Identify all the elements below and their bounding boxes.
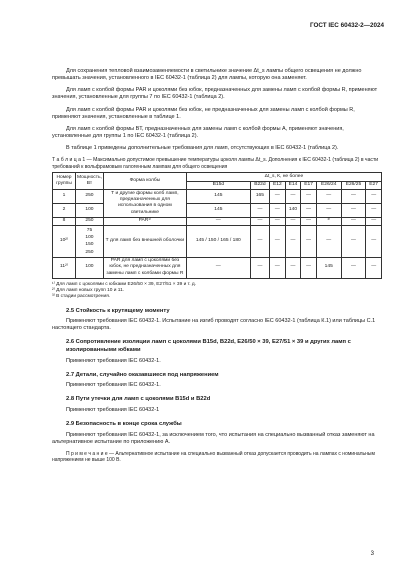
header-cap: E26/24 bbox=[316, 181, 341, 189]
cell-bulb: PAR¹⁾ bbox=[103, 217, 186, 225]
cell-value: — bbox=[285, 190, 301, 204]
cell-value: — bbox=[301, 203, 317, 217]
header-cap: B15d bbox=[186, 181, 250, 189]
cell-value: — bbox=[341, 257, 366, 278]
page-content bbox=[52, 68, 382, 464]
section-body: Применяют требования IEC 60432-1. bbox=[66, 382, 161, 389]
cell-value: — bbox=[366, 226, 382, 257]
cell-value: — bbox=[366, 203, 382, 217]
cell-value: — bbox=[250, 203, 269, 217]
cell-power: 100 bbox=[76, 203, 104, 217]
cell-value: — bbox=[250, 257, 269, 278]
cell-group: 11²⁾ bbox=[53, 257, 76, 278]
cell-value: — bbox=[285, 257, 301, 278]
header-cap: E26/25 bbox=[341, 181, 366, 189]
cell-value: — bbox=[270, 190, 286, 204]
cell-value: 145 bbox=[186, 203, 250, 217]
power-value: 250 bbox=[85, 249, 94, 255]
power-value: 150 bbox=[85, 242, 94, 248]
cell-value: — bbox=[316, 190, 341, 204]
cell-bulb: Т и другие формы колб ламп, предназначенных для использования в одном светильнике bbox=[103, 190, 186, 218]
table-row bbox=[53, 257, 382, 278]
cell-value: — bbox=[301, 190, 317, 204]
header-power: Мощность, Вт bbox=[76, 173, 104, 190]
cell-group: 8 bbox=[53, 217, 76, 225]
cell-bulb: Т для ламп без внешней оболочки bbox=[103, 226, 186, 257]
cell-value: — bbox=[270, 217, 286, 225]
cell-bulb: PAR для ламп с цоколями без юбок, не предназначенных для замены ламп с колбами формы R bbox=[103, 257, 186, 278]
header-bulb: Форма колбы bbox=[103, 173, 186, 190]
header-cap: E12 bbox=[270, 181, 286, 189]
header-cap: E17 bbox=[301, 181, 317, 189]
cell-value: — bbox=[270, 203, 286, 217]
cell-value: — bbox=[316, 226, 341, 257]
cell-value: — bbox=[285, 226, 301, 257]
section-body: Применяют требования IEC 60432-1 bbox=[66, 406, 160, 413]
section-body: Применяют требования IEC 60432-1. Испытание на изгиб проводят согласно IEC 60432-1 (таблица К.1) или таблицы С.1 настоящего стандарта. bbox=[52, 318, 376, 332]
table-row bbox=[53, 190, 382, 204]
cell-value: — bbox=[341, 203, 366, 217]
cell-value: — bbox=[270, 226, 286, 257]
cell-value: — bbox=[186, 257, 250, 278]
paragraph: Для ламп с колбой формы PAR и цоколями без юбок, не предназначенных для замены ламп с колбой формы R, применяют значения, установленные в таблице 1. bbox=[52, 106, 355, 120]
cell-value: — bbox=[366, 190, 382, 204]
table-header-row bbox=[53, 173, 382, 181]
table-row bbox=[53, 226, 382, 257]
cell-value: — bbox=[366, 257, 382, 278]
cell-value: — bbox=[301, 226, 317, 257]
power-value: 75 bbox=[86, 227, 93, 233]
cell-power bbox=[76, 226, 104, 257]
table-row bbox=[53, 203, 382, 217]
cell-value: — bbox=[301, 257, 317, 278]
cell-value: ³⁾ bbox=[316, 217, 341, 225]
table-row bbox=[53, 217, 382, 225]
cell-group: 10²⁾ bbox=[53, 226, 76, 257]
page-number: 3 bbox=[370, 551, 374, 557]
header-cap: E27 bbox=[366, 181, 382, 189]
cell-value: — bbox=[250, 226, 269, 257]
cell-group: 1 bbox=[53, 190, 76, 204]
cell-value: 145 bbox=[316, 257, 341, 278]
section-body: Применяют требования IEC 60432-1. bbox=[66, 357, 161, 364]
cell-value: — bbox=[316, 203, 341, 217]
cell-value: — bbox=[341, 226, 366, 257]
header-cap: B22d bbox=[250, 181, 269, 189]
cell-value: 145 bbox=[186, 190, 250, 204]
note-paragraph: П р и м е ч а н и е — Альтернативное испытание на специально вызванный отказ допускается проводить на лампах с номинальным напряжением не выше 100 В. bbox=[52, 450, 375, 464]
cell-value: — bbox=[186, 217, 250, 225]
header-group: Номер группы bbox=[53, 173, 76, 190]
section-heading: 2.8 Пути утечки для ламп с цоколями B15d и B22d bbox=[66, 396, 211, 403]
section-heading: 2.6 Сопротивление изоляции ламп с цоколями B15d, B22d, E26/50 × 39, E27/51 × 39 и других ламп с изолированными юбками bbox=[66, 339, 351, 353]
footnote: ²⁾ Для ламп новых групп 10 и 11. bbox=[52, 287, 125, 293]
cell-value: 140 bbox=[285, 203, 301, 217]
header-dt: Δt_s, К, не более bbox=[186, 173, 381, 181]
section-heading: 2.7 Детали, случайно оказавшиеся под напряжением bbox=[66, 371, 219, 378]
section-heading: 2.5 Стойкость к крутящему моменту bbox=[66, 307, 170, 314]
cell-value: — bbox=[285, 217, 301, 225]
cell-power: 250 bbox=[76, 217, 104, 225]
section-heading: 2.9 Безопасность в конце срока службы bbox=[66, 420, 182, 427]
cell-value: 145 / 150 / 165 / 180 bbox=[186, 226, 250, 257]
footnote: ¹⁾ Для ламп с цоколями с юбками E26/50 × 39, E27/51 × 39 и т. д. bbox=[52, 281, 197, 287]
cell-power: 250 bbox=[76, 190, 104, 204]
power-value: 100 bbox=[85, 234, 94, 240]
standard-header: ГОСТ IEC 60432-2—2024 bbox=[309, 22, 384, 29]
cell-value: — bbox=[341, 217, 366, 225]
temperature-table bbox=[52, 172, 382, 278]
header-cap: E14 bbox=[285, 181, 301, 189]
cell-group: 2 bbox=[53, 203, 76, 217]
section-body: Применяют требования IEC 60432-1, за исключением того, что испытания на специально вызванный отказ заменяют на альтернативное испытание по приложению А. bbox=[52, 431, 375, 445]
cell-value: — bbox=[341, 190, 366, 204]
cell-value: 165 bbox=[250, 190, 269, 204]
table-caption: Т а б л и ц а 1 — Максимально допустимое превышение температуры цоколя лампы Δt_s. Дополнения к IEC 60432-1 (таблица 2) в части требований к вольфрамовым галогенным лампам для общего освещения bbox=[52, 157, 379, 170]
table-footnotes bbox=[52, 282, 382, 300]
cell-value: — bbox=[301, 217, 317, 225]
paragraph: В таблице 1 приведены дополнительные требования для ламп, отсутствующих в IEC 60432-1 (таблица 2). bbox=[66, 145, 339, 152]
paragraph: Для сохранения тепловой взаимозаменяемости в светильнике значение Δt_s лампы общего освещения не должно превышать значения, установленного в IEC 60432-1 (таблица 2) для лампы, которую она заменяет. bbox=[52, 68, 362, 82]
cell-value: — bbox=[250, 217, 269, 225]
cell-power: 100 bbox=[76, 257, 104, 278]
cell-value: — bbox=[366, 217, 382, 225]
paragraph: Для ламп с колбой формы PAR и цоколями без юбок, предназначенных для замены ламп с колбой формы R, применяют значения, установленные для группы 7 по IEC 60432-1 (таблица 2). bbox=[52, 87, 378, 101]
paragraph: Для ламп с колбой формы BT, предназначенных для замены ламп с колбой формы A, применяют значения, установленные для группы 1 по IEC 60432-1 (таблица 2). bbox=[52, 125, 344, 139]
footnote: ³⁾ В стадии рассмотрения. bbox=[52, 293, 111, 299]
cell-value: — bbox=[270, 257, 286, 278]
